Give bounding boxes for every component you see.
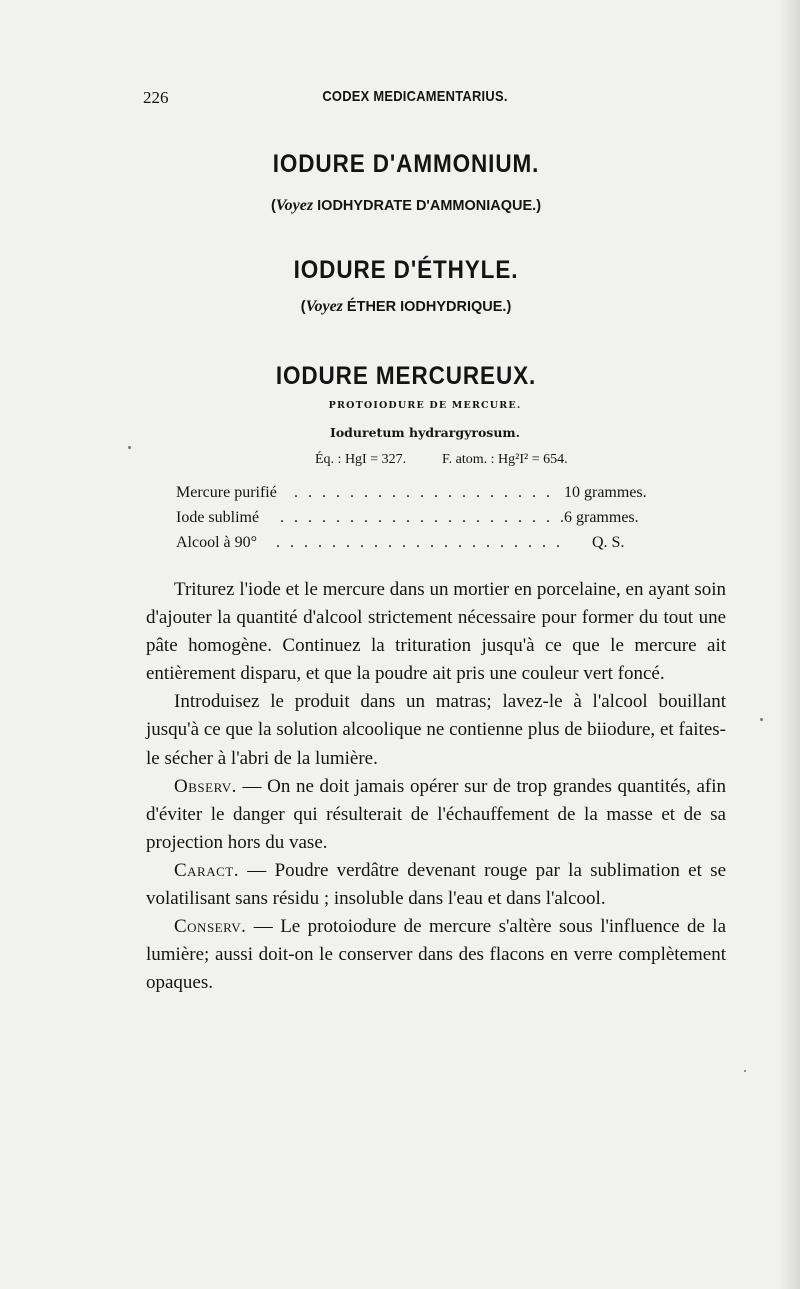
paragraph-preparation: Triturez l'iode et le mercure dans un mortier en porcelaine, en ayant soin d'ajouter la quantité d'alcool strictement nécessaire pour former du tout une pâte homogène. Continuez la trituration jusqu'à ce que le mercure ait entièrement disparu, et que la poudre ait pris une couleur vert foncé. [146,579,726,685]
conservation-label: Conserv. [174,916,247,938]
formula-line [0,452,800,474]
entry-title-mercureux: IODURE MERCUREUX. [275,362,537,390]
recipe-row [176,484,696,509]
running-title: CODEX MEDICAMENTARIUS. [322,88,508,105]
entry-title-ethyle: IODURE D'ÉTHYLE. [293,256,519,284]
paper-speck [760,718,763,721]
page-number: 226 [143,88,169,107]
characters-text: — Poudre verdâtre devenant rouge par la sublimation et se volatilisant sans résidu ; insoluble dans l'eau et dans l'alcool. [146,859,726,910]
ingredient-name: Iode sublimé [176,509,260,526]
entry-title-ammonium: IODURE D'AMMONIUM. [272,150,540,178]
paragraph-observation [146,773,726,857]
ingredient-quantity: 10 grammes. [564,484,647,501]
cross-reference-ethyle: (Voyez ÉTHER IODHYDRIQUE.) [300,298,512,315]
paragraph-washing: Introduisez le produit dans un matras; lavez-le à l'alcool bouillant jusqu'à ce que la solution alcoolique ne contienne plus de biiodure, et faites-le sécher à l'abri de la lumière. [146,691,726,769]
body-text [146,576,726,997]
observation-text: — On ne doit jamais opérer sur de trop grandes quantités, afin d'éviter le danger qui résulterait de l'échauffement de la masse et de sa projection hors du vase. [146,775,727,853]
paper-speck [744,1070,746,1072]
recipe-list [176,484,696,559]
synonym-line: PROTOIODURE DE MERCURE. [328,400,522,411]
see-word: Voyez [305,298,343,315]
cross-reference-ammonium: (Voyez IODHYDRATE D'AMMONIAQUE.) [270,197,542,214]
ingredient-quantity: Q. S. [592,534,625,551]
see-target: IODHYDRATE D'AMMONIAQUE. [317,198,537,214]
paper-speck [128,446,131,449]
leader-dots: . . . . . . . . . . . . . . . . . . . . . [276,534,563,551]
see-word: Voyez [275,197,314,214]
latin-name: Ioduretum hydrargyrosum. [330,425,520,440]
paragraph-conservation [146,913,726,997]
ingredient-name: Alcool à 90° [176,534,258,551]
running-header [0,88,800,112]
leader-dots: . . . . . . . . . . . . . . . . . . . [294,484,553,501]
atomic-formula: F. atom. : Hg²I² = 654. [442,452,568,467]
leader-dots: . . . . . . . . . . . . . . . . . . . . . [280,509,567,526]
ingredient-quantity: 6 grammes. [564,509,639,526]
equivalent-formula: Éq. : HgI = 327. [315,452,407,467]
recipe-row [176,534,696,559]
observation-label: Observ. [174,775,237,797]
page-edge-shadow [778,0,800,1289]
paragraph-characters [146,857,726,913]
recipe-row [176,509,696,534]
conservation-text: — Le protoiodure de mercure s'altère sous l'influence de la lumière; aussi doit-on le conserver dans des flacons en verre complètement opaques. [146,916,727,994]
characters-label: Caract. [174,859,239,881]
see-target: ÉTHER IODHYDRIQUE. [346,299,507,315]
ingredient-name: Mercure purifié [176,484,277,501]
